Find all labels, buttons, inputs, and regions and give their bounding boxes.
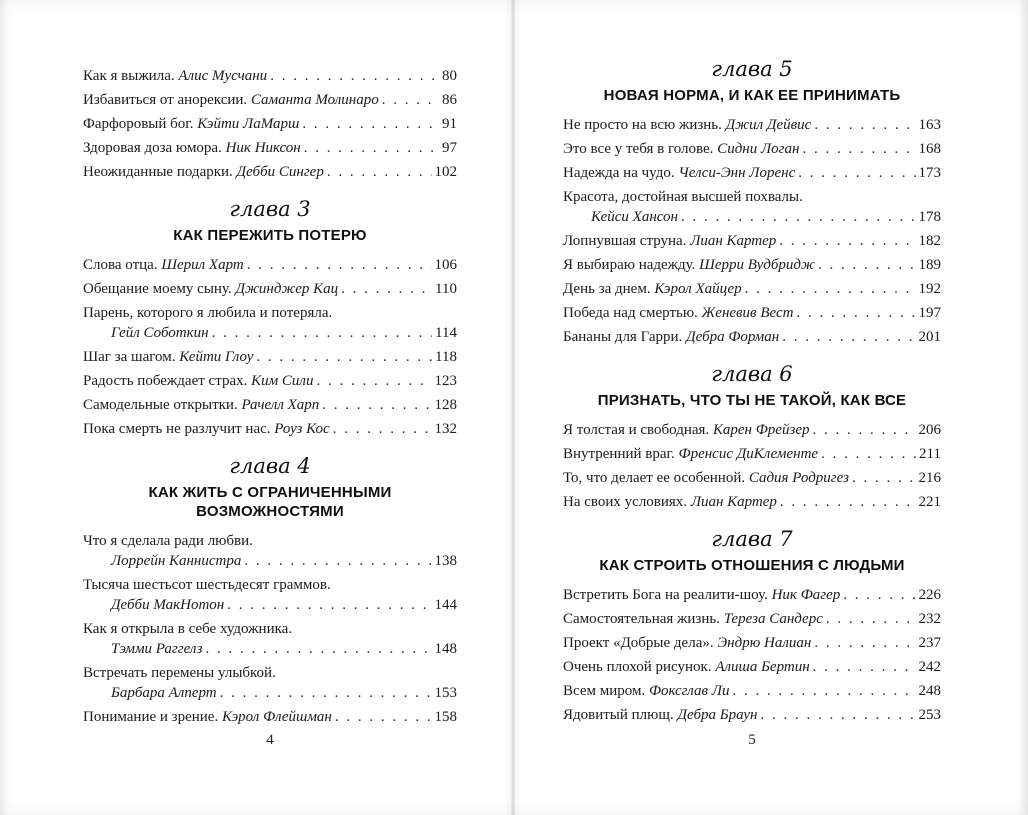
toc-section <box>83 453 457 729</box>
dot-leader <box>780 490 916 514</box>
entry-title: Не просто на всю жизнь. <box>563 117 722 133</box>
dot-leader <box>256 345 432 369</box>
entry-author: Кэрол Хайцер <box>654 281 742 297</box>
dot-leader <box>818 253 916 277</box>
entry-page-number: 128 <box>434 397 457 413</box>
entry-author: Дебби МакНотон <box>111 597 225 613</box>
entry-title: Я толстая и свободная. <box>563 422 710 438</box>
entry-author: Лоррейн Каннистра <box>111 553 242 569</box>
chapter-label: глава 3 <box>229 197 311 221</box>
entry-page-number: 106 <box>434 257 457 273</box>
entry-author: Карен Фрейзер <box>712 422 810 438</box>
dot-leader <box>335 705 432 729</box>
entry-label <box>83 417 330 441</box>
dot-leader <box>802 137 915 161</box>
entry-title: Фарфоровый бог. <box>83 116 194 132</box>
toc-entry <box>83 369 457 393</box>
entry-author: Рачелл Харп <box>241 397 320 413</box>
entry-label <box>83 369 313 393</box>
page-number: 4 <box>266 732 274 748</box>
entry-page-number: 86 <box>442 92 457 108</box>
entry-page-number: 168 <box>918 141 941 157</box>
dot-leader <box>212 323 432 343</box>
entry-author: Дебби Сингер <box>236 164 324 180</box>
entry-title: Встретить Бога на реалити-шоу. <box>563 587 768 603</box>
entry-page-number: 221 <box>918 494 941 510</box>
toc-entry <box>83 345 457 369</box>
entry-label <box>563 703 757 727</box>
entry-page-number: 118 <box>435 349 457 365</box>
toc-entry <box>83 417 457 441</box>
entry-page-number: 206 <box>918 422 941 438</box>
toc-entry <box>563 655 941 679</box>
entry-author: Френсис ДиКлементе <box>678 446 819 462</box>
dot-leader <box>814 631 915 655</box>
chapter-title: ПРИЗНАТЬ, ЧТО ТЫ НЕ ТАКОЙ, КАК ВСЕ <box>597 392 907 409</box>
entry-title: Это все у тебя в голове. <box>563 141 714 157</box>
entry-author: Алиша Бертин <box>715 659 810 675</box>
dot-leader <box>826 607 916 631</box>
entry-title: Что я сделала ради любви. <box>83 533 253 549</box>
entry-page-number: 114 <box>435 325 457 341</box>
entry-page-number: 144 <box>434 597 457 613</box>
toc-section <box>83 196 457 441</box>
entry-label <box>563 631 811 655</box>
page-left <box>83 56 457 786</box>
entry-label <box>563 137 799 161</box>
entry-title: Слова отца. <box>83 257 158 273</box>
entry-title: То, что делает ее особенной. <box>563 470 746 486</box>
entry-label <box>563 301 793 325</box>
toc-entry <box>563 583 941 607</box>
entry-page-number: 97 <box>442 140 457 156</box>
entry-page-number: 226 <box>918 587 941 603</box>
entry-page-number: 163 <box>918 117 941 133</box>
chapter-label: глава 4 <box>229 454 311 478</box>
toc-entry <box>83 160 457 184</box>
entry-page-number: 173 <box>918 165 941 181</box>
entry-label <box>83 64 267 88</box>
entry-page-number: 253 <box>918 707 941 723</box>
toc-entry <box>563 301 941 325</box>
toc-entry <box>83 393 457 417</box>
dot-leader <box>814 113 915 137</box>
entry-page-number: 123 <box>434 373 457 389</box>
entry-author-line <box>563 207 941 227</box>
toc-entry <box>83 661 457 705</box>
chapter-label: глава 7 <box>711 527 793 551</box>
entry-author-line <box>83 551 457 571</box>
dot-leader <box>813 655 916 679</box>
dot-leader <box>796 301 915 325</box>
entry-title: Встречать перемены улыбкой. <box>83 665 276 681</box>
entry-page-number: 182 <box>918 233 941 249</box>
entry-title: Как я открыла в себе художника. <box>83 621 293 637</box>
entry-title: Надежда на чудо. <box>563 165 675 181</box>
entry-author: Женевив Вест <box>701 305 794 321</box>
chapter-title: КАК СТРОИТЬ ОТНОШЕНИЯ С ЛЮДЬМИ <box>599 557 905 574</box>
entry-label <box>83 345 253 369</box>
entry-page-number: 248 <box>918 683 941 699</box>
entry-label <box>563 607 823 631</box>
entry-title: Очень плохой рисунок. <box>563 659 712 675</box>
entry-author-line <box>83 323 457 343</box>
toc-entry <box>563 253 941 277</box>
entry-label <box>83 393 319 417</box>
page-number: 5 <box>748 732 756 748</box>
entry-label <box>563 655 810 679</box>
dot-leader <box>322 393 431 417</box>
dot-leader <box>327 160 432 184</box>
dot-leader <box>333 417 432 441</box>
entry-label <box>83 253 244 277</box>
dot-leader <box>798 161 915 185</box>
entry-title: Парень, которого я любила и потеряла. <box>83 305 333 321</box>
dot-leader <box>205 639 431 659</box>
chapter-label: глава 5 <box>711 57 793 81</box>
entry-page-number: 178 <box>918 209 941 225</box>
toc-entry <box>83 705 457 729</box>
entry-page-number: 237 <box>918 635 941 651</box>
dot-leader <box>244 551 431 571</box>
entry-author: Ким Сили <box>251 373 314 389</box>
toc-entry <box>563 490 941 514</box>
entry-author: Дебра Браун <box>677 707 758 723</box>
dot-leader <box>812 418 915 442</box>
entry-label <box>563 583 840 607</box>
dot-leader <box>270 64 439 88</box>
entry-author-line <box>83 683 457 703</box>
entry-author: Джил Дейвис <box>725 117 812 133</box>
entry-title: Самостоятельная жизнь. <box>563 611 720 627</box>
entry-title: Лопнувшая струна. <box>563 233 687 249</box>
entry-title: Радость побеждает страх. <box>83 373 248 389</box>
chapter-heading <box>563 526 941 575</box>
entry-label <box>563 442 818 466</box>
toc-section <box>563 526 941 727</box>
entry-page-number: 197 <box>918 305 941 321</box>
dot-leader <box>341 277 432 301</box>
entry-title: Победа над смертью. <box>563 305 698 321</box>
toc-entry <box>83 136 457 160</box>
entry-title: Понимание и зрение. <box>83 709 219 725</box>
dot-leader <box>843 583 915 607</box>
entry-label <box>83 705 332 729</box>
entry-author: Фоксглав Ли <box>648 683 730 699</box>
dot-leader <box>852 466 916 490</box>
entry-page-number: 80 <box>442 68 457 84</box>
entry-author: Кейси Хансон <box>591 209 678 225</box>
entry-author: Лиан Картер <box>690 233 777 249</box>
toc-entry <box>83 617 457 661</box>
toc-entry <box>563 113 941 137</box>
dot-leader <box>302 112 439 136</box>
entry-author: Гейл Соботкин <box>111 325 209 341</box>
chapter-heading <box>563 361 941 410</box>
entry-author: Барбара Алперт <box>111 685 217 701</box>
entry-author: Саманта Молинаро <box>250 92 379 108</box>
toc-entry <box>563 277 941 301</box>
toc-entry <box>563 229 941 253</box>
entry-title: Шаг за шагом. <box>83 349 176 365</box>
toc-entry <box>83 112 457 136</box>
entry-label <box>83 112 299 136</box>
chapter-label: глава 6 <box>711 362 793 386</box>
entry-title: Внутренний враг. <box>563 446 675 462</box>
entry-author: Ник Никсон <box>225 140 301 156</box>
entry-page-number: 158 <box>434 709 457 725</box>
entry-page-number: 132 <box>434 421 457 437</box>
chapter-title: КАК ЖИТЬ С ОГРАНИЧЕННЫМИ ВОЗМОЖНОСТЯМИ <box>148 484 392 520</box>
entry-page-number: 211 <box>919 446 941 462</box>
entry-label <box>563 466 849 490</box>
dot-leader <box>745 277 916 301</box>
chapter-heading <box>83 453 457 521</box>
entry-title: Бананы для Гарри. <box>563 329 683 345</box>
dot-leader <box>227 595 431 615</box>
entry-title: Всем миром. <box>563 683 646 699</box>
entry-page-number: 216 <box>918 470 941 486</box>
page-gutter-shadow <box>505 0 521 815</box>
entry-author: Дебра Форман <box>686 329 780 345</box>
toc-entry <box>83 64 457 88</box>
entry-author-line <box>83 639 457 659</box>
chapter-heading <box>563 56 941 105</box>
entry-author: Кэйти ЛаМарш <box>197 116 300 132</box>
toc-entry <box>83 88 457 112</box>
entry-page-number: 91 <box>442 116 457 132</box>
entry-author: Роуз Кос <box>274 421 330 437</box>
entry-page-number: 192 <box>918 281 941 297</box>
toc-entry <box>83 277 457 301</box>
toc-entry <box>563 325 941 349</box>
entry-page-number: 153 <box>434 685 457 701</box>
entry-page-number: 232 <box>918 611 941 627</box>
entry-author: Садия Родригез <box>748 470 849 486</box>
entry-author: Сидни Логан <box>717 141 800 157</box>
page-right <box>563 56 941 786</box>
entry-page-number: 148 <box>434 641 457 657</box>
toc-entry <box>83 529 457 573</box>
entry-label <box>563 418 809 442</box>
entry-author: Челси-Энн Лоренс <box>678 165 796 181</box>
dot-leader <box>760 703 915 727</box>
entry-author: Джинджер Кац <box>235 281 339 297</box>
toc-section <box>83 64 457 184</box>
dot-leader <box>247 253 432 277</box>
entry-title: Ядовитый плющ. <box>563 707 674 723</box>
entry-author: Тереза Сандерс <box>723 611 823 627</box>
entry-author: Кэрол Флейшман <box>221 709 332 725</box>
entry-author: Кейти Глоу <box>179 349 254 365</box>
entry-page-number: 242 <box>918 659 941 675</box>
page-edge-right <box>1018 0 1028 815</box>
dot-leader <box>779 229 915 253</box>
entry-label <box>563 277 742 301</box>
entry-author-line <box>83 595 457 615</box>
entry-page-number: 110 <box>435 281 457 297</box>
dot-leader <box>316 369 431 393</box>
entry-title: Здоровая доза юмора. <box>83 140 222 156</box>
toc-entry <box>563 631 941 655</box>
entry-label <box>563 161 795 185</box>
entry-label <box>83 277 338 301</box>
entry-label <box>563 325 779 349</box>
entry-title: Неожиданные подарки. <box>83 164 233 180</box>
page-edge-left <box>0 0 8 815</box>
dot-leader <box>681 207 916 227</box>
dot-leader <box>732 679 915 703</box>
toc-entry <box>83 573 457 617</box>
dot-leader <box>821 442 916 466</box>
dot-leader <box>782 325 915 349</box>
toc-section <box>563 361 941 514</box>
page-body <box>83 56 457 729</box>
toc-entry <box>563 442 941 466</box>
entry-author: Тэмми Раггелз <box>111 641 203 657</box>
dot-leader <box>220 683 432 703</box>
entry-title: Тысяча шестьсот шестьдесят граммов. <box>83 577 331 593</box>
entry-label <box>83 88 379 112</box>
toc-entry <box>563 679 941 703</box>
entry-title: Избавиться от анорексии. <box>83 92 248 108</box>
entry-label <box>563 490 777 514</box>
dot-leader <box>382 88 439 112</box>
entry-label <box>563 253 815 277</box>
entry-author: Алис Мусчани <box>178 68 268 84</box>
chapter-title: НОВАЯ НОРМА, И КАК ЕЕ ПРИНИМАТЬ <box>603 87 901 104</box>
entry-title: День за днем. <box>563 281 651 297</box>
toc-entry <box>563 161 941 185</box>
entry-title: Проект «Добрые дела». <box>563 635 714 651</box>
page-body <box>563 56 941 727</box>
entry-label <box>83 160 324 184</box>
toc-section <box>563 56 941 349</box>
entry-author: Эндрю Налиан <box>717 635 812 651</box>
toc-entry <box>563 466 941 490</box>
entry-title: На своих условиях. <box>563 494 688 510</box>
entry-page-number: 189 <box>918 257 941 273</box>
toc-entry <box>563 185 941 229</box>
toc-entry <box>563 703 941 727</box>
entry-title: Пока смерть не разлучит нас. <box>83 421 271 437</box>
entry-author: Шерри Вудбридж <box>699 257 815 273</box>
entry-page-number: 102 <box>434 164 457 180</box>
toc-entry <box>83 301 457 345</box>
toc-entry <box>563 418 941 442</box>
chapter-heading <box>83 196 457 245</box>
entry-label <box>563 229 776 253</box>
entry-page-number: 201 <box>918 329 941 345</box>
entry-label <box>563 113 811 137</box>
toc-entry <box>563 607 941 631</box>
entry-title: Как я выжила. <box>83 68 175 84</box>
toc-entry <box>563 137 941 161</box>
entry-title: Обещание моему сыну. <box>83 281 232 297</box>
entry-title: Я выбираю надежду. <box>563 257 696 273</box>
entry-title: Самодельные открытки. <box>83 397 238 413</box>
chapter-title: КАК ПЕРЕЖИТЬ ПОТЕРЮ <box>173 227 367 244</box>
entry-author: Лиан Картер <box>690 494 777 510</box>
entry-title: Красота, достойная высшей похвалы. <box>563 189 803 205</box>
toc-entry <box>83 253 457 277</box>
entry-label <box>563 679 729 703</box>
entry-author: Ник Фагер <box>771 587 841 603</box>
entry-page-number: 138 <box>434 553 457 569</box>
entry-label <box>83 136 301 160</box>
entry-author: Шерил Харт <box>161 257 244 273</box>
dot-leader <box>304 136 439 160</box>
